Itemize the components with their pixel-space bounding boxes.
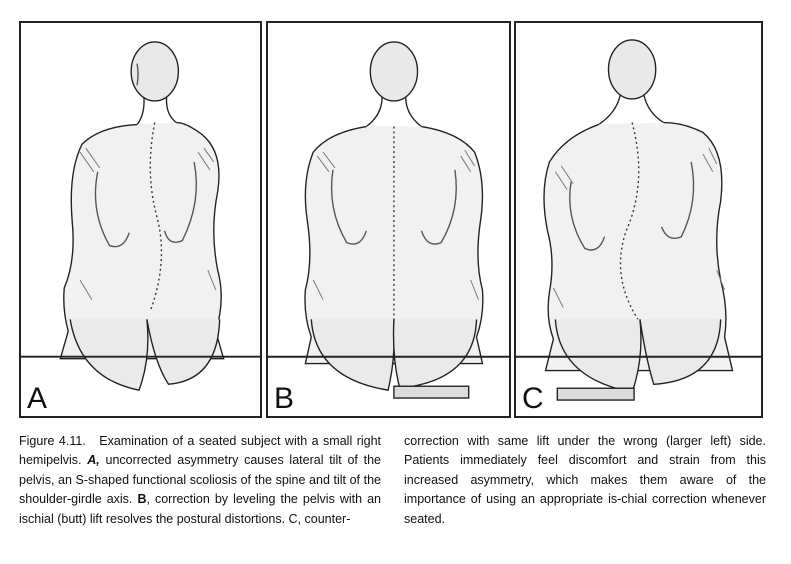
caption-intro: Examination of a seated subject with a small right hemipelvis. — [19, 434, 382, 468]
figure-panel-b — [266, 21, 511, 418]
panel-letter-c: C — [522, 382, 544, 415]
caption-right-text: correction with same lift under the wrong (larger left) side. Patients immediately feel discomfort and strain from this increased asymmetry, which makes them aware of the importance of using an appropriate is-chial correction whenever seated. — [404, 434, 766, 526]
seated-back-illustration-c — [516, 23, 761, 416]
figure-label: Figure 4.11. — [19, 434, 86, 448]
caption-a-label: A, — [87, 453, 100, 468]
figure-caption-left — [19, 432, 381, 529]
figure-panel-a — [19, 21, 262, 418]
seated-back-illustration-a — [21, 23, 260, 416]
caption-a-text: uncorrected asymmetry causes lateral tilt of the pelvis, an S-shaped functional scoliosis of the spine and tilt of the shoulder-girdle axis. — [19, 453, 381, 507]
figure-caption-right — [404, 432, 766, 529]
panel-letter-b: B — [274, 382, 295, 415]
seated-back-illustration-b — [268, 23, 509, 416]
caption-b-label: B — [137, 492, 147, 507]
caption-b-text: , correction by leveling the pelvis with an ischial (butt) lift resolves the postural distortions. C, counter- — [19, 492, 381, 526]
panel-letter-a: A — [27, 382, 48, 415]
figure-panel-c — [514, 21, 763, 418]
